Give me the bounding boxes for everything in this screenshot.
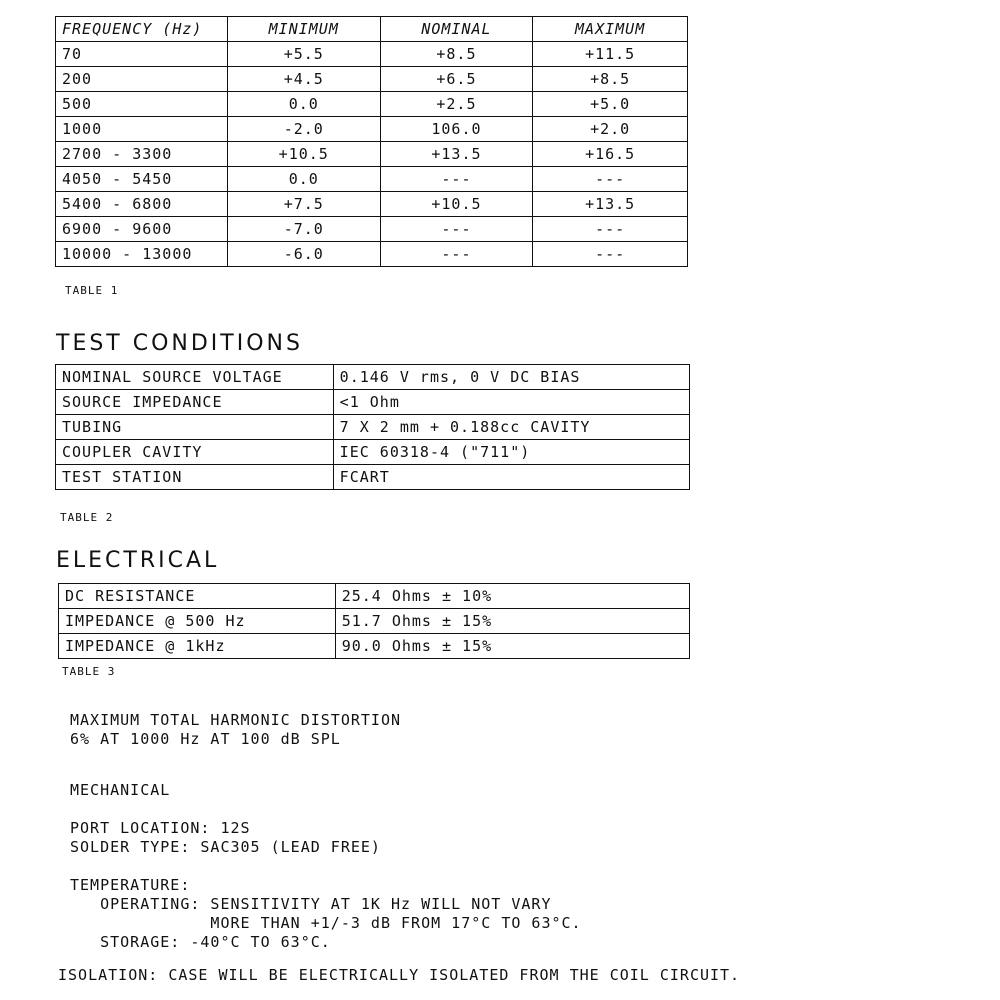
electrical-heading: ELECTRICAL [56,548,220,573]
table-cell: +2.5 [380,92,533,117]
temperature-heading: TEMPERATURE: [70,876,191,894]
table-cell: SOURCE IMPEDANCE [56,390,334,415]
table-row [56,67,688,92]
table-row [56,92,688,117]
table-2-caption: TABLE 2 [60,511,114,524]
column-header-maximum: MAXIMUM [533,17,688,42]
table-row [56,390,690,415]
table-cell: 70 [56,42,228,67]
table-cell: +5.5 [227,42,380,67]
table-cell: COUPLER CAVITY [56,440,334,465]
table-cell: NOMINAL SOURCE VOLTAGE [56,365,334,390]
table-row [56,167,688,192]
table-cell: 25.4 Ohms ± 10% [335,584,689,609]
table-cell: FCART [333,465,689,490]
table-cell: 5400 - 6800 [56,192,228,217]
table-cell: -2.0 [227,117,380,142]
table-cell: +8.5 [533,67,688,92]
table-cell: --- [533,242,688,267]
table-row [56,465,690,490]
column-header-minimum: MINIMUM [227,17,380,42]
table-row [56,217,688,242]
table-cell: DC RESISTANCE [59,584,336,609]
table-cell: -6.0 [227,242,380,267]
table-cell: --- [380,217,533,242]
thd-title: MAXIMUM TOTAL HARMONIC DISTORTION [70,711,402,729]
operating-line-1: OPERATING: SENSITIVITY AT 1K Hz WILL NOT VARY [70,895,552,913]
table-cell: 106.0 [380,117,533,142]
test-conditions-heading: TEST CONDITIONS [56,331,303,356]
port-location: PORT LOCATION: 12S [70,819,251,837]
table-cell: +8.5 [380,42,533,67]
table-cell: +13.5 [533,192,688,217]
table-row [56,142,688,167]
table-row [56,415,690,440]
table-3-caption: TABLE 3 [62,665,116,678]
table-cell: +11.5 [533,42,688,67]
mechanical-heading: MECHANICAL [70,781,171,799]
table-row [59,634,690,659]
table-cell: 10000 - 13000 [56,242,228,267]
table-cell: 4050 - 5450 [56,167,228,192]
electrical-table [58,583,690,659]
table-cell: 500 [56,92,228,117]
table-row [59,584,690,609]
table-cell: +13.5 [380,142,533,167]
table-header-row [56,17,688,42]
storage-temperature: STORAGE: -40°C TO 63°C. [70,933,331,951]
solder-type: SOLDER TYPE: SAC305 (LEAD FREE) [70,838,381,856]
test-conditions-table [55,364,690,490]
table-cell: +10.5 [380,192,533,217]
table-cell: +10.5 [227,142,380,167]
table-cell: IMPEDANCE @ 1kHz [59,634,336,659]
table-cell: 0.0 [227,92,380,117]
table-row [56,242,688,267]
table-row [56,192,688,217]
table-cell: 2700 - 3300 [56,142,228,167]
table-cell: --- [533,167,688,192]
table-cell: <1 Ohm [333,390,689,415]
table-row [56,440,690,465]
table-cell: --- [380,167,533,192]
table-cell: 1000 [56,117,228,142]
table-cell: 90.0 Ohms ± 15% [335,634,689,659]
table-row [56,42,688,67]
isolation-note: ISOLATION: CASE WILL BE ELECTRICALLY ISOLATED FROM THE COIL CIRCUIT. [58,966,741,984]
table-cell: +2.0 [533,117,688,142]
table-cell: +16.5 [533,142,688,167]
column-header-nominal: NOMINAL [380,17,533,42]
table-cell: 200 [56,67,228,92]
table-cell: IEC 60318-4 ("711") [333,440,689,465]
table-cell: -7.0 [227,217,380,242]
table-row [59,609,690,634]
table-cell: 6900 - 9600 [56,217,228,242]
table-cell: 7 X 2 mm + 0.188cc CAVITY [333,415,689,440]
table-cell: IMPEDANCE @ 500 Hz [59,609,336,634]
table-1-caption: TABLE 1 [65,284,119,297]
table-cell: +7.5 [227,192,380,217]
table-cell: 0.0 [227,167,380,192]
table-cell: 51.7 Ohms ± 15% [335,609,689,634]
table-row [56,365,690,390]
table-row [56,117,688,142]
table-cell: +6.5 [380,67,533,92]
thd-value: 6% AT 1000 Hz AT 100 dB SPL [70,730,341,748]
table-cell: +5.0 [533,92,688,117]
operating-line-2: MORE THAN +1/-3 dB FROM 17°C TO 63°C. [70,914,582,932]
table-cell: --- [380,242,533,267]
table-cell: TEST STATION [56,465,334,490]
table-cell: 0.146 V rms, 0 V DC BIAS [333,365,689,390]
frequency-response-table [55,16,688,267]
table-cell: +4.5 [227,67,380,92]
table-cell: --- [533,217,688,242]
table-cell: TUBING [56,415,334,440]
column-header-frequency: FREQUENCY (Hz) [56,17,228,42]
